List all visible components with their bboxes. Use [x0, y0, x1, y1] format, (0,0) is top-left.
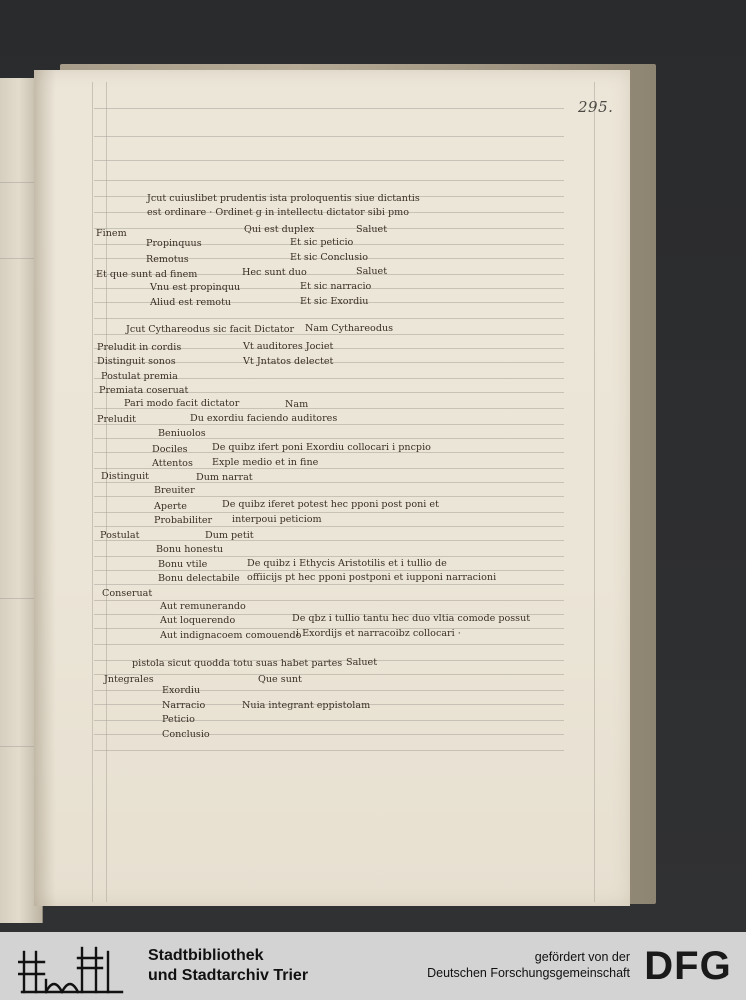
ruling-line	[94, 644, 564, 645]
manuscript-line: Dum narrat	[196, 472, 253, 483]
manuscript-line: Dociles	[152, 444, 188, 455]
manuscript-line: Jcut cuiuslibet prudentis ista proloquentis siue dictantis	[147, 193, 420, 204]
manuscript-line: Preludit in cordis	[97, 342, 182, 353]
manuscript-line: offiicijs pt hec pponi postponi et iupponi narracioni	[247, 572, 497, 583]
ruling-line	[94, 160, 564, 161]
manuscript-line: Peticio	[162, 714, 195, 725]
manuscript-line: De quibz ifert poni Exordiu collocari i pncpio	[212, 442, 431, 453]
manuscript-line: Du exordiu faciendo auditores	[190, 413, 338, 424]
manuscript-line: Breuiter	[154, 485, 195, 496]
manuscript-line: Bonu honestu	[156, 544, 224, 555]
manuscript-line: Aliud est remotu	[150, 297, 232, 308]
manuscript-line: De quibz iferet potest hec pponi post poni et	[222, 499, 439, 510]
margin-rule-right	[594, 82, 595, 902]
manuscript-line: Aut remunerando	[160, 601, 246, 612]
manuscript-line: Vnu est propinquu	[150, 282, 241, 293]
manuscript-line: Hec sunt duo	[242, 267, 307, 278]
manuscript-line: Postulat premia	[101, 371, 178, 382]
manuscript-line: Que sunt	[258, 674, 302, 685]
manuscript-line: Aut indignacoem comouendo	[160, 630, 302, 641]
manuscript-line: Bonu delectabile	[158, 573, 240, 584]
manuscript-line: Narracio	[162, 700, 206, 711]
manuscript-line: Saluet	[356, 266, 388, 277]
manuscript-line: Remotus	[146, 254, 189, 265]
funding-note	[384, 949, 630, 981]
manuscript-line: Aperte	[154, 501, 187, 512]
stadtbibliothek-logo-icon	[18, 938, 128, 994]
manuscript-line: Probabiliter	[154, 515, 213, 526]
manuscript-line: Nam	[285, 399, 309, 410]
manuscript-line: Dum petit	[205, 530, 254, 541]
ruling-line	[94, 228, 564, 229]
ruling-line	[94, 674, 564, 675]
manuscript-line: i Exordijs et narracoibz collocari ·	[296, 628, 461, 639]
funding-line2: Deutschen Forschungsgemeinschaft	[427, 966, 630, 980]
manuscript-line: De quibz i Ethycis Aristotilis et i tullio de	[247, 558, 447, 569]
manuscript-line: Exordiu	[162, 685, 201, 696]
manuscript-line: Et sic peticio	[290, 237, 354, 248]
manuscript-line: Vt Jntatos delectet	[243, 356, 334, 367]
manuscript-line: Distinguit	[101, 471, 150, 482]
manuscript-line: Qui est duplex	[244, 224, 315, 235]
manuscript-line: pistola sicut quodda totu suas habet partes	[132, 658, 343, 669]
manuscript-line: interpoui peticiom	[232, 514, 322, 525]
manuscript-line: Jcut Cythareodus sic facit Dictator	[126, 324, 295, 335]
manuscript-line: Preludit	[97, 414, 137, 425]
manuscript-line: Conseruat	[102, 588, 153, 599]
ruling-line	[94, 136, 564, 137]
footer-bar	[0, 932, 746, 1000]
library-name	[148, 946, 308, 986]
manuscript-line: Conclusio	[162, 729, 210, 740]
manuscript-line: Postulat	[100, 530, 140, 541]
manuscript-line: Exple medio et in fine	[212, 457, 319, 468]
ruling-line	[94, 540, 564, 541]
manuscript-line: Distinguit sonos	[97, 356, 176, 367]
manuscript-line: Nam Cythareodus	[305, 323, 394, 334]
folio-number: 295.	[578, 98, 614, 116]
manuscript-line: est ordinare · Ordinet g in intellectu dictator sibi pmo	[147, 207, 410, 218]
manuscript-line: Jntegrales	[104, 674, 154, 685]
funding-line1: gefördert von der	[534, 950, 630, 964]
manuscript-line: Bonu vtile	[158, 559, 208, 570]
ruling-line	[94, 556, 564, 557]
margin-rule-left	[92, 82, 93, 902]
dfg-logo-icon	[636, 944, 740, 984]
dfg-logo-text: DFG	[644, 944, 732, 984]
library-name-line2: und Stadtarchiv Trier	[148, 967, 309, 984]
manuscript-line: Premiata coseruat	[99, 385, 189, 396]
margin-rule-inner	[106, 82, 107, 902]
manuscript-line: Finem	[96, 228, 127, 239]
ruling-line	[94, 750, 564, 751]
manuscript-line: Et que sunt ad finem	[96, 269, 198, 280]
ruling-line	[94, 108, 564, 109]
manuscript-line: Attentos	[152, 458, 193, 469]
manuscript-line: Beniuolos	[158, 428, 206, 439]
manuscript-line: Et sic narracio	[300, 281, 372, 292]
ruling-line	[94, 318, 564, 319]
manuscript-line: Et sic Exordiu	[300, 296, 369, 307]
manuscript-line: Saluet	[346, 657, 378, 668]
ruling-line	[94, 482, 564, 483]
manuscript-line: Vt auditores Jociet	[243, 341, 334, 352]
page-gutter	[34, 70, 56, 906]
manuscript-line: Propinquus	[146, 238, 202, 249]
manuscript-line: Pari modo facit dictator	[124, 398, 240, 409]
library-name-line1: Stadtbibliothek	[148, 947, 264, 964]
ruling-line	[94, 180, 564, 181]
manuscript-line: Saluet	[356, 224, 388, 235]
manuscript-line: Et sic Conclusio	[290, 252, 369, 263]
manuscript-line: Aut loquerendo	[160, 615, 236, 626]
manuscript-line: Nuia integrant eppistolam	[242, 700, 371, 711]
manuscript-line: De qbz i tullio tantu hec duo vltia comode possut	[292, 613, 531, 624]
